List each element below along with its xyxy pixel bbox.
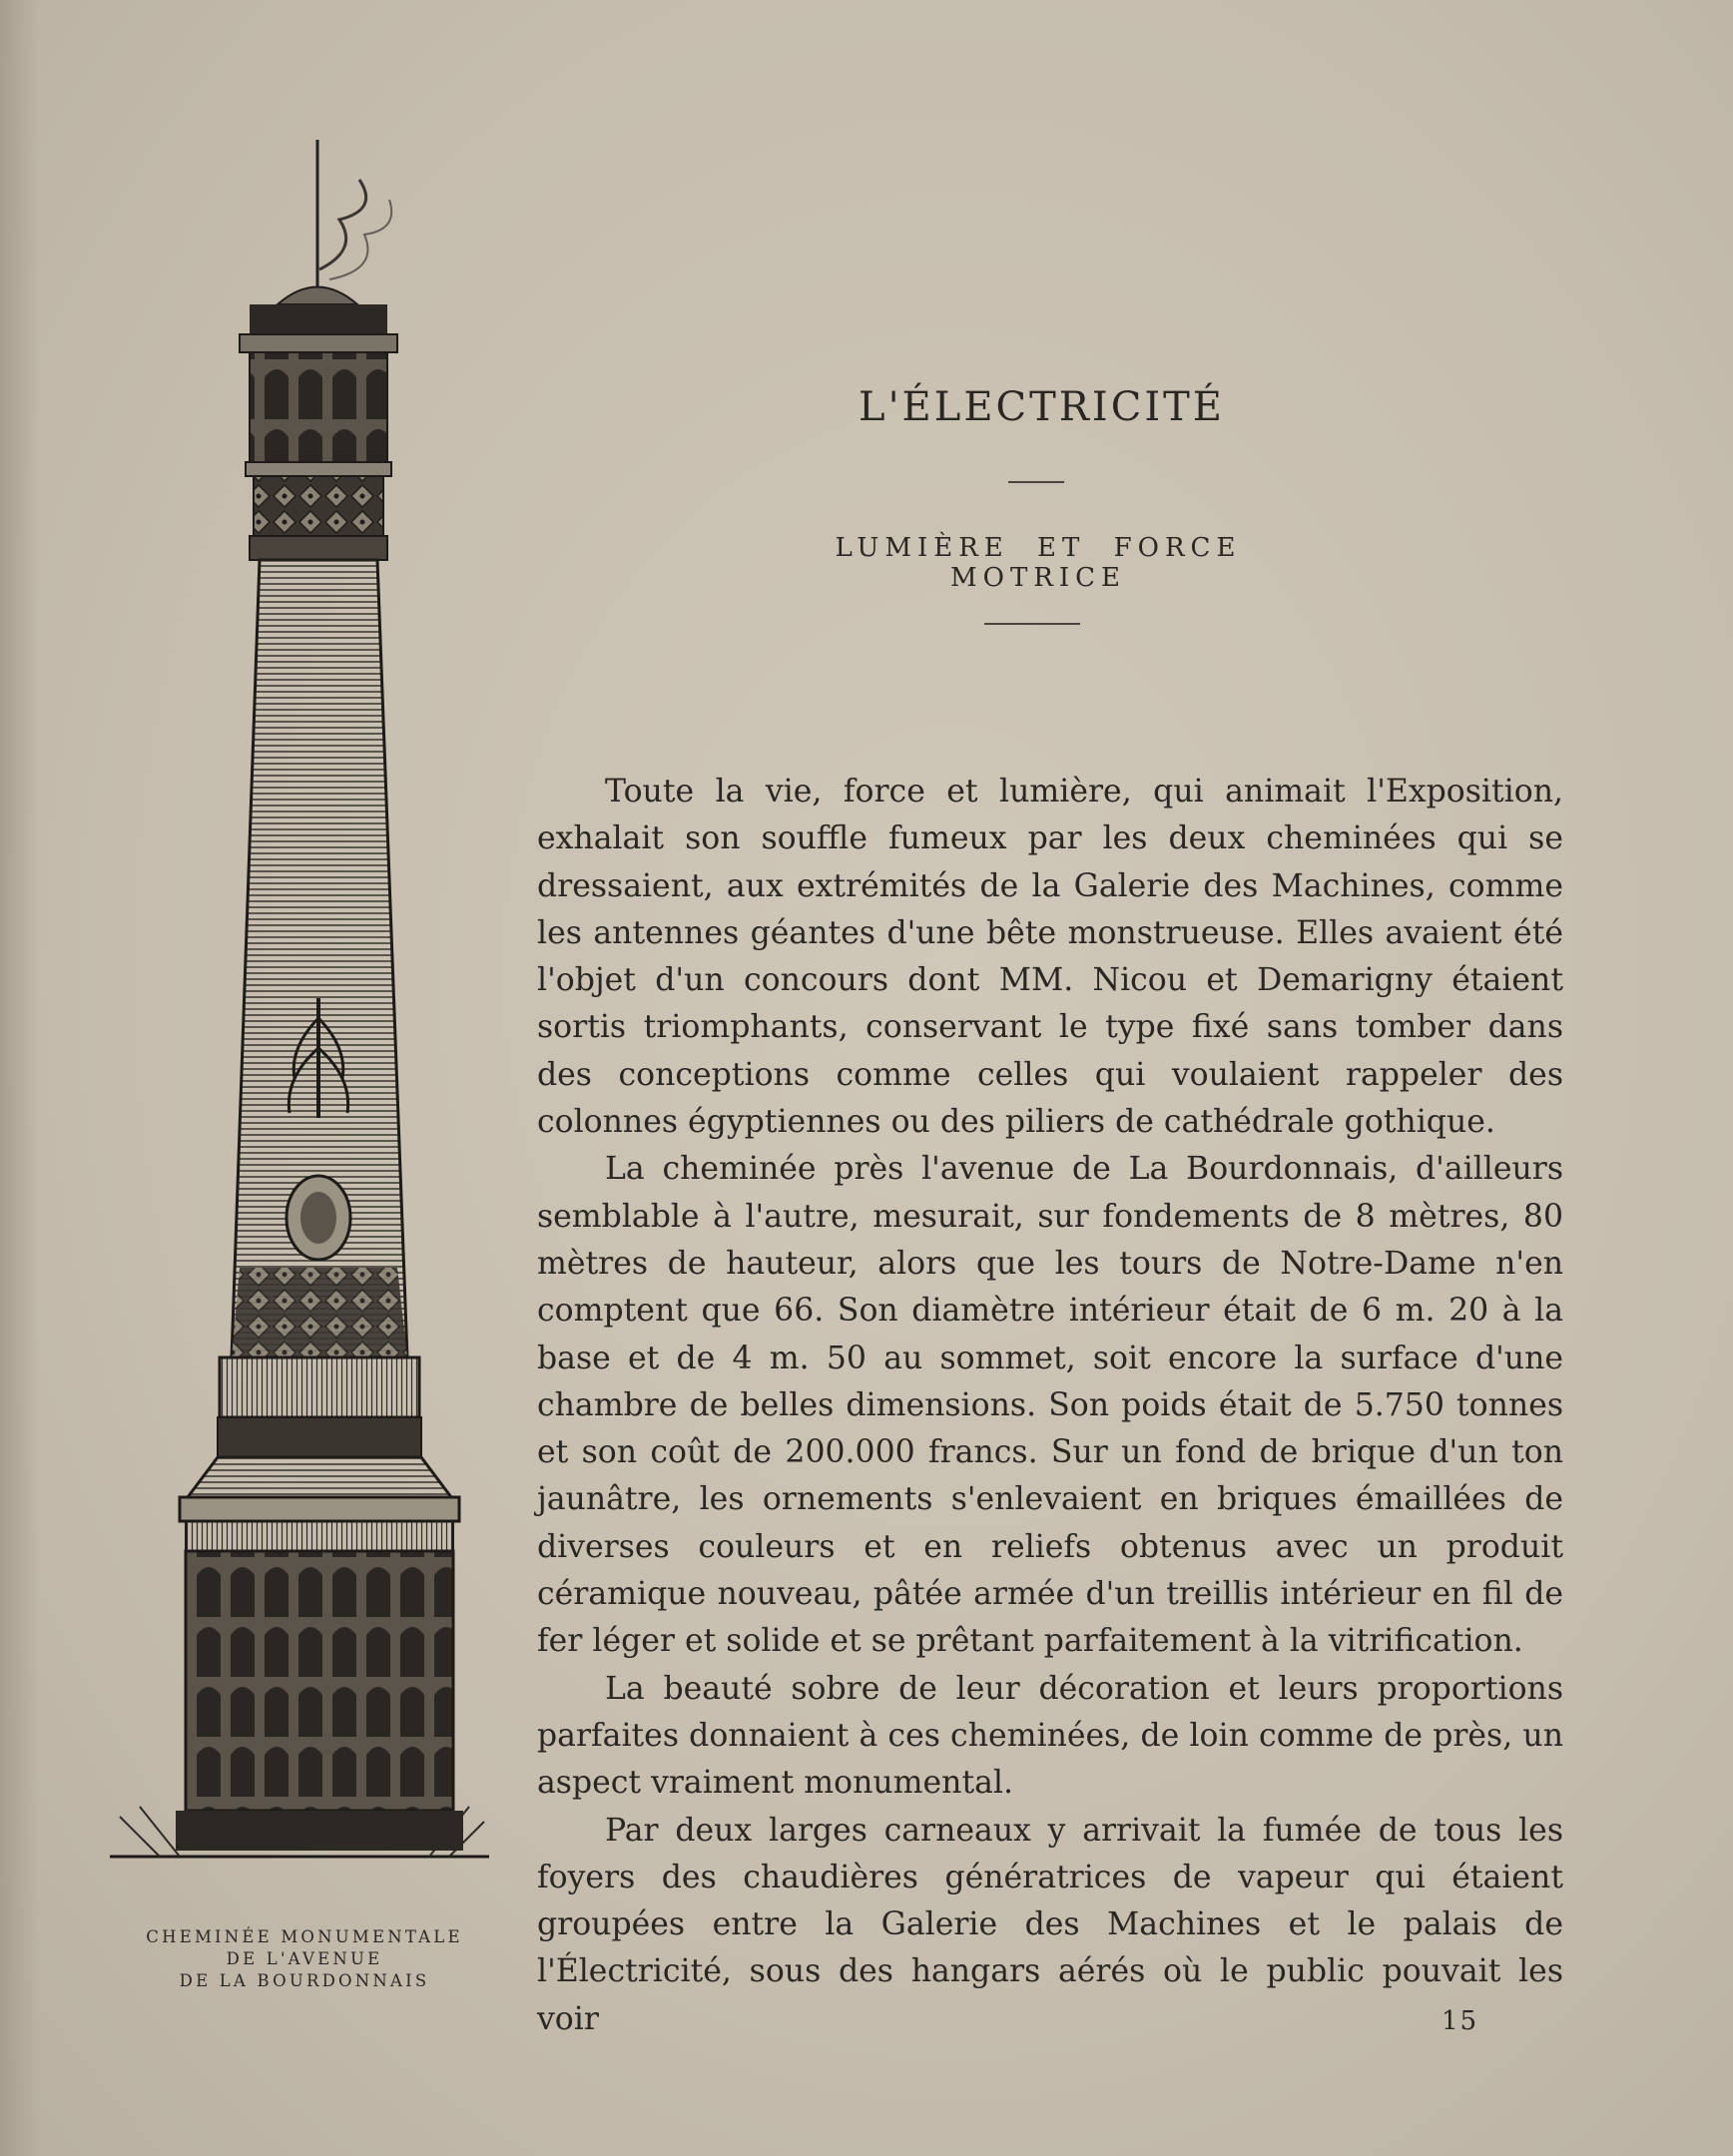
- paragraph: Toute la vie, force et lumière, qui animait l'Exposition, exhalait son souffle fumeux par les deux cheminées qui se dressaient, aux extrémités de la Galerie des Machines, comme les antennes géantes d'une bête monstrueuse. Elles avaient été l'objet d'un concours dont MM. Nicou et Demarigny étaient sortis triomphants, conservant le type fixé sans tomber dans des conceptions comme celles qui voulaient rappeler des colonnes égyptiennes ou des piliers de cathédrale gothique.: [537, 774, 1563, 1141]
- caption-line: DE LA BOURDONNAIS: [179, 1971, 430, 1990]
- body-text: [537, 769, 1563, 2043]
- chimney-engraving-icon: [90, 120, 489, 1896]
- page-number: 15: [1442, 2006, 1479, 2036]
- caption-line: DE L'AVENUE: [226, 1949, 383, 1968]
- paragraph: La cheminée près l'avenue de La Bourdonnais, d'ailleurs semblable à l'autre, mesurait, sur fondements de 8 mètres, 80 mètres de hauteur, alors que les tours de Notre-Dame n'en comptent que 66. Son diamètre intérieur était de 6 m. 20 à la base et de 4 m. 50 au sommet, soit encore la surface d'une chambre de belles dimensions. Son poids était de 5.750 tonnes et son coût de 200.000 francs. Sur un fond de brique d'un ton jaunâtre, les ornements s'enlevaient en briques émaillées de diverses couleurs et en reliefs obtenus avec un produit céramique nouveau, pâtée armée d'un treillis intérieur en fil de fer léger et solide et se prêtant parfaitement à la vitrification.: [537, 1151, 1563, 1660]
- title-divider: [1008, 481, 1064, 483]
- page-gutter-shadow: [0, 0, 40, 2156]
- caption-line: CHEMINÉE MONUMENTALE: [146, 1927, 463, 1946]
- subtitle-divider: [984, 623, 1080, 625]
- paragraph: La beauté sobre de leur décoration et leurs proportions parfaites donnaient à ces cheminées, de loin comme de près, un aspect vraiment monumental.: [537, 1670, 1563, 1802]
- chapter-subtitle: LUMIÈRE ET FORCE MOTRICE: [835, 533, 1242, 593]
- illustration-caption: [120, 1926, 489, 1992]
- chapter-title: L'ÉLECTRICITÉ: [859, 384, 1226, 430]
- paragraph: Par deux larges carneaux y arrivait la fumée de tous les foyers des chaudières génératrices de vapeur qui étaient groupées entre la Galerie des Machines et le palais de l'Électricité, sous des hangars aérés où le public pouvait les voir: [537, 1812, 1563, 2037]
